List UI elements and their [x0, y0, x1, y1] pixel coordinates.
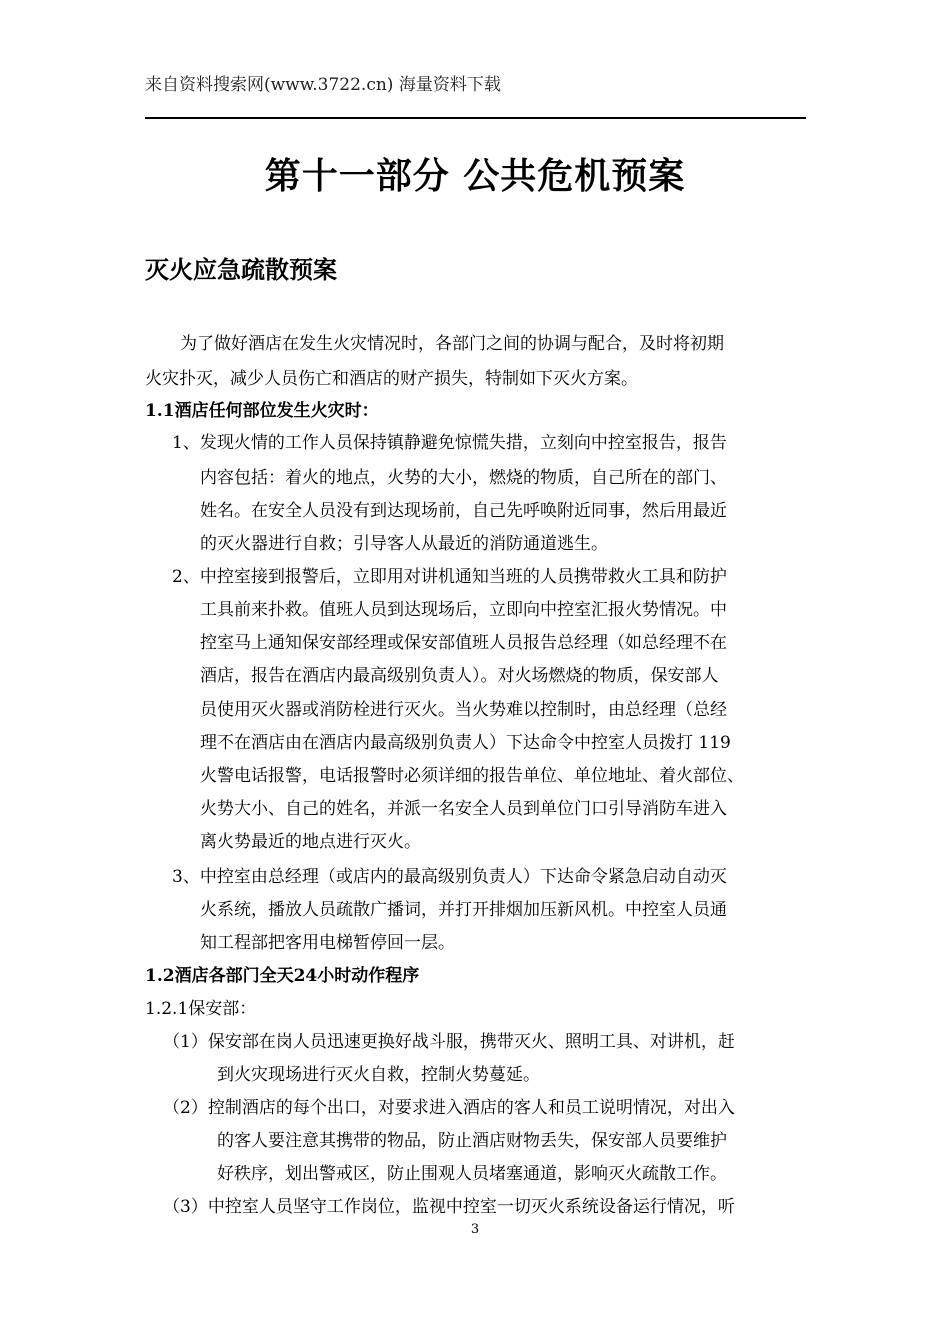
intro-line: 为了做好酒店在发生火灾情况时，各部门之间的协调与配合，及时将初期: [180, 334, 724, 354]
item2-line: 控室马上通知保安部经理或保安部值班人员报告总经理（如总经理不在: [200, 633, 727, 653]
intro-line: 火灾扑灭，减少人员伤亡和酒店的财产损失，特制如下灭火方案。: [145, 369, 638, 389]
header-divider: [145, 117, 806, 119]
item1-line: 姓名。在安全人员没有到达现场前，自己先呼唤附近同事，然后用最近: [200, 501, 727, 521]
security-item1-line: 到火灾现场进行灭火自救，控制火势蔓延。: [217, 1065, 540, 1085]
security-item3-line: （3）中控室人员坚守工作岗位，监视中控室一切灭火系统设备运行情况，听: [163, 1197, 735, 1217]
security-item2-line: 的客人要注意其携带的物品，防止酒店财物丢失，保安部人员要维护: [217, 1131, 727, 1151]
item1-line: 的灭火器进行自救；引导客人从最近的消防通道逃生。: [200, 534, 608, 554]
sub-heading-1-2-1: 1.2.1保安部：: [145, 999, 257, 1019]
item1-line: 内容包括：着火的地点，火势的大小，燃烧的物质，自己所在的部门、: [200, 468, 727, 488]
security-item2-line: （2）控制酒店的每个出口，对要求进入酒店的客人和员工说明情况，对出入: [163, 1098, 735, 1118]
security-item1-line: （1）保安部在岗人员迅速更换好战斗服，携带灭火、照明工具、对讲机，赶: [163, 1032, 735, 1052]
item3-line: 3、中控室由总经理（或店内的最高级别负责人）下达命令紧急启动自动灭: [172, 867, 727, 887]
heading-1-1: 1.1酒店任何部位发生火灾时：: [145, 401, 379, 421]
item2-line: 酒店，报告在酒店内最高级别负责人）。对火场燃烧的物质，保安部人: [200, 666, 719, 686]
item2-line: 火势大小、自己的姓名，并派一名安全人员到单位门口引导消防车进入: [200, 799, 727, 819]
item2-line: 离火势最近的地点进行灭火。: [200, 832, 421, 852]
item2-line: 2、中控室接到报警后，立即用对讲机通知当班的人员携带救火工具和防护: [172, 567, 727, 587]
item3-line: 知工程部把客用电梯暂停回一层。: [200, 933, 455, 953]
heading-1-2: 1.2酒店各部门全天24小时动作程序: [145, 966, 420, 986]
section-title: 灭火应急疏散预案: [145, 256, 337, 284]
item2-line: 工具前来扑救。值班人员到达现场后，立即向中控室汇报火势情况。中: [200, 600, 727, 620]
item1-line: 1、发现火情的工作人员保持镇静避免惊慌失措，立刻向中控室报告，报告: [172, 433, 727, 453]
page-title: 第十一部分 公共危机预案: [264, 156, 686, 197]
item2-line: 理不在酒店由在酒店内最高级别负责人）下达命令中控室人员拨打 119: [200, 733, 731, 753]
item2-line: 火警电话报警，电话报警时必须详细的报告单位、单位地址、着火部位、: [200, 766, 744, 786]
security-item2-line: 好秩序，划出警戒区，防止围观人员堵塞通道，影响灭火疏散工作。: [217, 1164, 727, 1184]
item3-line: 火系统，播放人员疏散广播词，并打开排烟加压新风机。中控室人员通: [200, 900, 727, 920]
header-source-text: 来自资料搜索网(www.3722.cn) 海量资料下载: [145, 75, 501, 95]
page-number: 3: [470, 1222, 480, 1237]
item2-line: 员使用灭火器或消防栓进行灭火。当火势难以控制时，由总经理（总经: [200, 700, 727, 720]
